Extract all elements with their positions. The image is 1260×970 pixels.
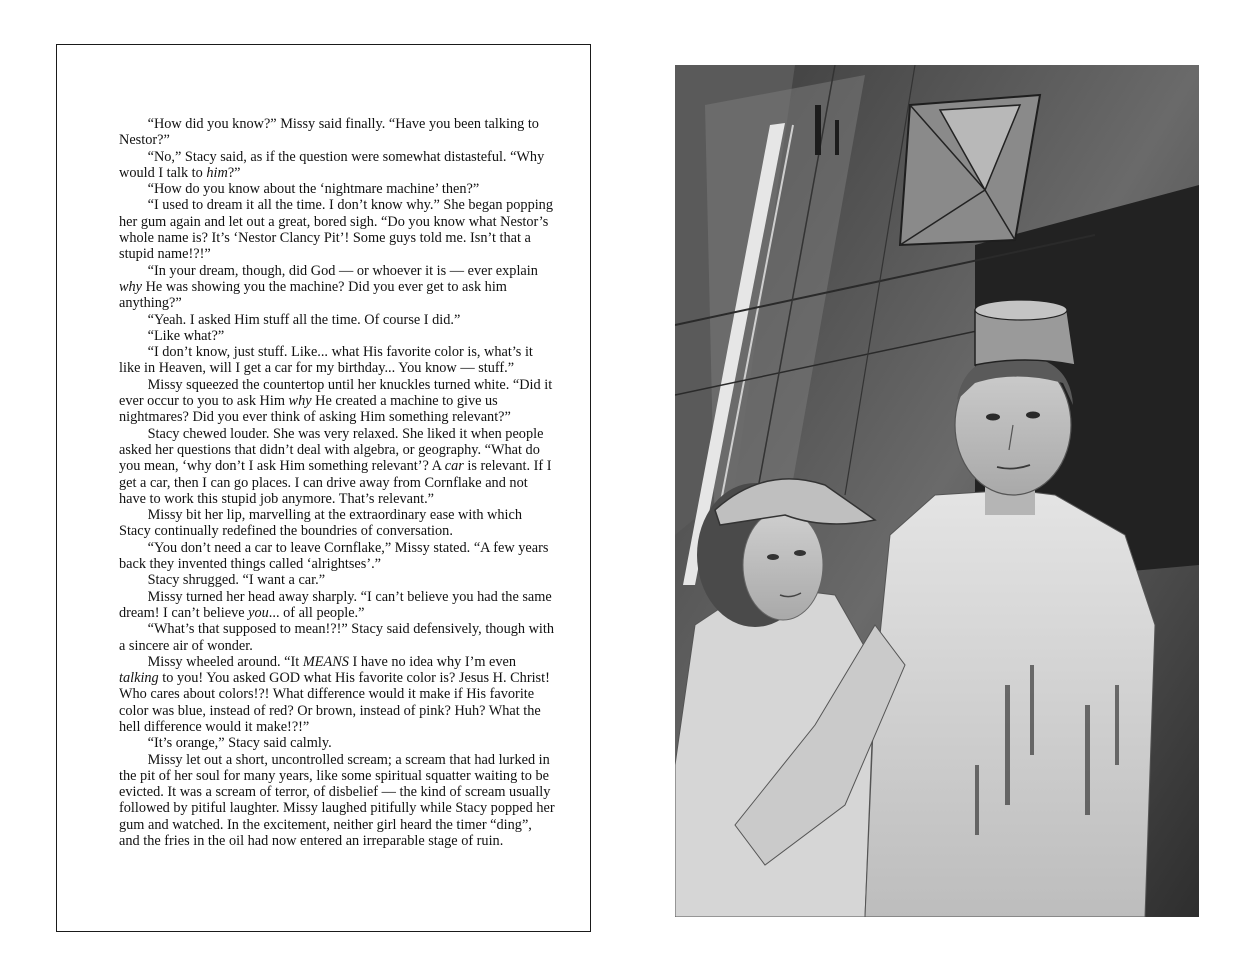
text-page <box>56 44 591 932</box>
emphasis-text: why <box>288 393 312 410</box>
right-figure-eye <box>1026 412 1040 419</box>
paragraph-text: Missy bit her lip, marvelling at the extraordinary ease with which Stacy continually redefined the boundries of conversation. <box>119 507 522 540</box>
ink-drip <box>975 765 979 835</box>
left-figure-eye <box>794 550 806 556</box>
paragraph-text: ... of all people.” <box>268 604 365 621</box>
paragraph-text: Missy squeezed the countertop until her knuckles turned white. “Did it ever occur to you to ask Him <box>119 376 553 410</box>
ink-drip <box>835 120 839 155</box>
story-text <box>119 116 555 849</box>
story-paragraph <box>119 116 555 149</box>
paragraph-text: “I used to dream it all the time. I don’t know why.” She began popping her gum again and let out a great, bored sigh. “Do you know what Nestor’s whole name is? It’s ‘Nestor Clancy Pit’! Some guys told me. Isn’t that a stupid name!?!” <box>119 197 553 263</box>
story-paragraph <box>119 654 555 735</box>
story-paragraph <box>119 735 555 751</box>
paragraph-text: “Like what?” <box>147 327 225 344</box>
ink-drip <box>1085 705 1090 815</box>
story-paragraph <box>119 149 555 182</box>
story-paragraph <box>119 377 555 426</box>
story-paragraph <box>119 328 555 344</box>
emphasis-text: why <box>119 278 143 295</box>
story-paragraph <box>119 181 555 197</box>
story-paragraph <box>119 540 555 573</box>
paragraph-text: “How do you know about the ‘nightmare machine’ then?” <box>147 181 480 198</box>
left-figure-face <box>743 510 823 620</box>
emphasis-text: him <box>206 164 228 181</box>
paragraph-text: “Yeah. I asked Him stuff all the time. Of course I did.” <box>147 311 461 328</box>
paragraph-text: Missy wheeled around. “It <box>147 653 303 670</box>
right-figure-cap-top <box>975 300 1067 320</box>
story-paragraph <box>119 572 555 588</box>
ink-drip <box>1115 685 1119 765</box>
ink-drip <box>815 105 821 155</box>
story-paragraph <box>119 621 555 654</box>
emphasis-text: car <box>444 458 464 475</box>
story-paragraph <box>119 263 555 312</box>
story-paragraph <box>119 507 555 540</box>
emphasis-text: talking <box>119 670 159 687</box>
paragraph-text: Stacy chewed louder. She was very relaxed. She liked it when people asked her questions that didn’t deal with algebra, or geography. “What do you mean, ‘why don’t I ask Him something relevant’? A <box>119 425 544 475</box>
emphasis-text: you <box>248 604 269 621</box>
story-paragraph <box>119 197 555 262</box>
right-figure-eye <box>986 414 1000 421</box>
paragraph-text: to you! You asked GOD what His favorite color is? Jesus H. Christ! Who cares about colors!?! What difference would it make if His favorite color was blue, instead of red? Or brown, instead of pink? Huh? What the hell difference would it make!?!” <box>119 670 550 735</box>
paragraph-text: “No,” Stacy said, as if the question were somewhat distasteful. “Why would I talk to <box>119 148 545 181</box>
paragraph-text: He created a machine to give us nightmares? Did you ever think of asking Him something relevant?” <box>119 393 511 426</box>
paragraph-text: “I don’t know, just stuff. Like... what His favorite color is, what’s it like in Heaven, will I get a car for my birthday... You know — stuff.” <box>119 344 533 377</box>
paragraph-text: ?” <box>227 164 241 181</box>
paragraph-text: “What’s that supposed to mean!?!” Stacy said defensively, though with a sincere air of wonder. <box>119 621 555 654</box>
paragraph-text: “How did you know?” Missy said finally. “Have you been talking to Nestor?” <box>119 116 539 149</box>
story-paragraph <box>119 589 555 622</box>
paragraph-text: He was showing you the machine? Did you ever get to ask him anything?” <box>119 278 507 312</box>
left-figure-eye <box>767 554 779 560</box>
paragraph-text: Missy turned her head away sharply. “I can’t believe you had the same dream! I can’t believe <box>119 588 552 621</box>
emphasis-text: MEANS <box>302 653 349 670</box>
ink-drip <box>1030 665 1034 755</box>
story-paragraph <box>119 752 555 850</box>
paragraph-text: “It’s orange,” Stacy said calmly. <box>147 735 332 752</box>
ink-wash-illustration <box>675 65 1199 917</box>
ink-drip <box>1005 685 1010 805</box>
story-paragraph <box>119 312 555 328</box>
paragraph-text: “You don’t need a car to leave Cornflake,” Missy stated. “A few years back they invented things called ‘alrightses’.” <box>119 539 549 573</box>
story-paragraph <box>119 344 555 377</box>
illustration <box>675 65 1199 917</box>
paragraph-text: is relevant. If I get a car, then I can go places. I can drive away from Cornflake and not have to work this stupid job anymore. That’s relevant.” <box>119 458 552 507</box>
paragraph-text: Missy let out a short, uncontrolled scream; a scream that had lurked in the pit of her soul for many years, like some spiritual squatter waiting to be evicted. It was a scream of terror, of disbelief — the kind of scream usually followed by pitiful laughter. Missy laughed pitifully while Stacy popped her gum and watched. In the excitement, neither girl heard the timer “ding”, and the fries in the oil had now entered an irreparable stage of ruin. <box>119 751 555 850</box>
paragraph-text: Stacy shrugged. “I want a car.” <box>147 572 326 589</box>
paragraph-text: “In your dream, though, did God — or whoever it is — ever explain <box>147 262 538 279</box>
story-paragraph <box>119 426 555 507</box>
paragraph-text: I have no idea why I’m even <box>348 653 517 670</box>
